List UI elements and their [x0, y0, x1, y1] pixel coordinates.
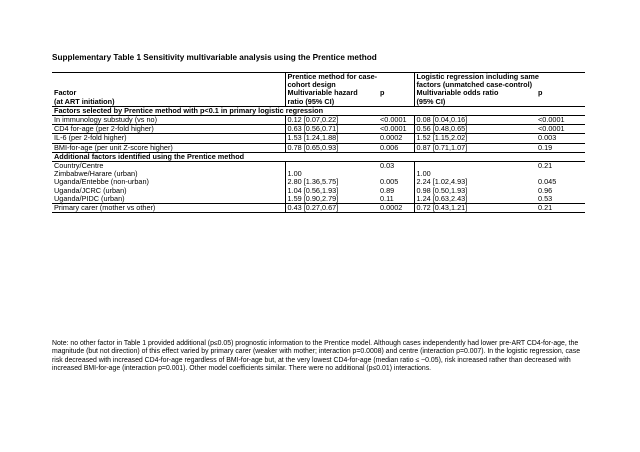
table-title: Supplementary Table 1 Sensitivity multivariable analysis using the Prentice method	[52, 53, 377, 62]
cell-p1: 0.006	[378, 143, 414, 152]
cell-hr: 2.80 [1.36,5.75]	[285, 178, 378, 186]
cell-p2: 0.045	[538, 178, 557, 187]
cell-or: 0.08 [0.04,0.16]	[414, 116, 536, 125]
header-row-4	[52, 98, 585, 107]
cell-p1: 0.0002	[378, 204, 414, 213]
header-prentice-line2: cohort design	[285, 81, 414, 89]
table-row	[52, 134, 585, 143]
header-blank-p2	[536, 98, 585, 107]
cell-factor: BMI-for-age (per unit Z-score higher)	[52, 143, 285, 152]
header-row-2	[52, 81, 585, 89]
header-prentice-line1: Prentice method for case-	[285, 73, 414, 82]
cell-hr: 1.04 [0.56,1.93]	[285, 187, 378, 195]
header-odds-line1: Multivariable odds ratio	[414, 89, 536, 97]
cell-hr: 1.00	[285, 170, 378, 178]
cell-p1: 0.11	[378, 195, 414, 204]
cell-factor: Uganda/JCRC (urban)	[54, 186, 127, 195]
cell-factor: Zimbabwe/Harare (urban)	[54, 170, 138, 179]
cell-or: 1.00	[414, 170, 536, 178]
header-p-logistic: p	[538, 89, 543, 98]
header-factor-sub: (at ART initiation)	[52, 98, 285, 107]
header-row-1	[52, 73, 585, 82]
header-blank-2	[52, 81, 285, 89]
table-row	[52, 116, 585, 125]
cell-p1: <0.0001	[378, 116, 414, 125]
cell-p2: 0.003	[536, 134, 585, 143]
table-row	[52, 143, 585, 152]
cell-p1: 0.005	[380, 178, 399, 187]
table-footnote: Note: no other factor in Table 1 provided additional (p≤0.05) prognostic information to the Prentice model. Although cases independently had lower pre-ART CD4-for-age, the magnitude (but not direction) of this effect varied by primary carer (weaker with mother; interaction p=0.0008) and centre (interaction p=0.007). In the logistic regression, case risk decreased with increased CD4-for-age regardless of BMI-for-age but, at the very lowest CD4-for-age (median ratio ≤ ~0.05), risk increased rather than decreased with increased BMI-for-age (interaction p=0.001). Other model coefficients similar. There were no additional (p≤0.01) interactions.	[52, 340, 581, 373]
table-row	[52, 170, 585, 178]
cell-or: 2.24 [1.02,4.93]	[414, 178, 536, 186]
cell-or: 0.98 [0.50,1.93]	[414, 187, 536, 195]
cell-hr: 0.63 [0.56,0.71]	[285, 125, 378, 134]
cell-p1: <0.0001	[378, 125, 414, 134]
cell-hr: 0.12 [0.07,0.22]	[285, 116, 378, 125]
cell-or: 0.72 [0.43,1.21]	[414, 204, 536, 213]
cell-p2: 0.53	[536, 195, 585, 204]
cell-factor: Uganda/PIDC (urban)	[52, 195, 285, 204]
cell-or: 1.24 [0.63,2.43]	[414, 195, 536, 204]
header-row-3	[52, 89, 585, 97]
cell-hr: 1.59 [0.90,2.79]	[285, 195, 378, 204]
cell-p2: 0.96	[538, 186, 553, 195]
cell-factor: Primary carer (mother vs other)	[52, 204, 285, 213]
table-row	[52, 125, 585, 134]
cell-or: 0.56 [0.48,0.65]	[414, 125, 536, 134]
cell-p2: 0.19	[536, 143, 585, 152]
section-heading-1: Factors selected by Prentice method with p<0.1 in primary logistic regression	[52, 106, 585, 115]
cell-hr: 0.78 [0.65,0.93]	[285, 143, 378, 152]
cell-p1: 0.03	[380, 161, 395, 171]
section-row-1	[52, 106, 585, 115]
results-table	[52, 72, 585, 213]
table-row	[52, 195, 585, 204]
cell-factor: Country/Centre	[54, 161, 104, 171]
cell-or: 1.52 [1.15,2.02]	[414, 134, 536, 143]
table-row	[52, 162, 585, 171]
cell-or: 0.87 [0.71,1.07]	[414, 143, 536, 152]
cell-factor: IL-6 (per 2-fold higher)	[52, 134, 285, 143]
cell-p2	[536, 170, 585, 178]
table-row	[52, 178, 585, 186]
header-logistic-line1: Logistic regression including same	[414, 73, 585, 82]
section-row-2	[52, 152, 585, 161]
cell-p1	[378, 170, 414, 178]
header-logistic-line2: factors (unmatched case-control)	[414, 81, 585, 89]
cell-factor: Uganda/Entebbe (non-urban)	[54, 178, 149, 187]
cell-hr: 1.53 [1.24,1.88]	[285, 134, 378, 143]
cell-factor: In immunology substudy (vs no)	[52, 116, 285, 125]
cell-p2: 0.21	[538, 161, 553, 171]
table-row	[52, 187, 585, 195]
cell-factor: CD4 for-age (per 2-fold higher)	[52, 125, 285, 134]
header-hazard-line1: Multivariable hazard	[285, 89, 378, 97]
header-p-prentice: p	[380, 89, 385, 98]
cell-hr	[285, 162, 378, 171]
header-hazard-line2: ratio (95% CI)	[285, 98, 378, 107]
cell-or	[414, 162, 536, 171]
cell-p1: 0.0002	[378, 134, 414, 143]
cell-p2: 0.21	[536, 204, 585, 213]
section-heading-2: Additional factors identified using the Prentice method	[52, 152, 585, 161]
cell-p2: <0.0001	[536, 125, 585, 134]
cell-hr: 0.43 [0.27,0.67]	[285, 204, 378, 213]
header-odds-line2: (95% CI)	[414, 98, 536, 107]
cell-p1: 0.89	[380, 186, 395, 195]
header-factor: Factor	[54, 89, 77, 98]
table-row	[52, 204, 585, 213]
header-factor-blank	[52, 73, 285, 82]
header-blank-p1	[378, 98, 414, 107]
cell-p2: <0.0001	[536, 116, 585, 125]
